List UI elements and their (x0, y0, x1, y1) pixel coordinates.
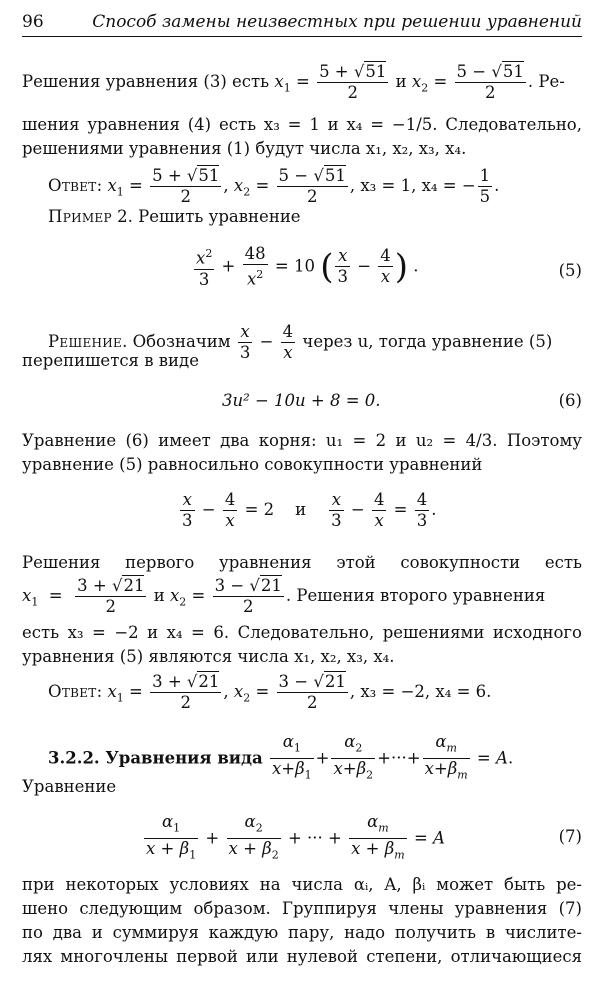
fraction: $\frac{4}{x}$ (282, 322, 294, 362)
p3-line2: уравнение (5) равносильно совокупности уравнений (22, 455, 483, 474)
fraction: $\frac{5 - √51}{2}$ (456, 62, 524, 102)
running-header (22, 10, 582, 37)
p4-line4: уравнения (5) являются числа x₁, x₂, x₃, x₄. (22, 647, 395, 666)
p5-line4: лях многочлены первой или нулевой степени, отличающиеся (22, 947, 582, 966)
solution-label: Решение (48, 332, 123, 351)
fraction: $\frac{x}{3}$ (182, 490, 193, 530)
fraction: $\frac{\alpha_m}{x+\beta_m}$ (424, 732, 468, 782)
equation-5: $\frac{x^2}{3}$ + $\frac{48}{x^2}$ = 10 ( $\frac{x}{3}$ − $\frac{4}{x}$ ) . (196, 244, 419, 289)
fraction: $\frac{5 + √51}{2}$ (319, 62, 387, 102)
fraction: $\frac{x}{3}$ (239, 322, 251, 362)
p3-line1: Уравнение (6) имеет два корня: u₁ = 2 и u₂ = 4/3. Поэтому (22, 431, 582, 450)
answer-2: Ответ: $x_1$ = $\frac{3 + √21}{2}$ , $x_2$ = $\frac{3 - √21}{2}$ , x₃ = −2, x₄ = 6. (48, 672, 492, 712)
text-run: , x₃ = −2, x₄ = 6. (349, 682, 492, 701)
fraction: $\frac{\alpha_2}{x + \beta_2}$ (228, 812, 279, 862)
p4-line2: $x_1$ = $\frac{3 + √21}{2}$ и $x_2$ = $\frac{3 - √21}{2}$ . Решения второго уравнения (22, 576, 546, 616)
fraction: $\frac{5 + √51}{2}$ (152, 166, 220, 206)
text-run: через u, тогда уравнение (5) (302, 332, 553, 351)
fraction: $\frac{4}{x}$ (224, 490, 236, 530)
p1-line1: Решения уравнения (3) есть $x_1$ = $\frac{5 + √51}{2}$ и $x_2$ = $\frac{5 - √51}{2}$ . Ре- (22, 62, 565, 102)
text-run: Решения уравнения (3) есть (22, 72, 270, 91)
text-run: 2. Решить уравнение (117, 207, 301, 226)
fraction: $\frac{4}{x}$ (380, 246, 391, 287)
text-run: . Решения второго уравнения (285, 586, 546, 605)
running-title: Способ замены неизвестных при решении уравнений (92, 12, 582, 32)
page-number: 96 (22, 12, 44, 32)
p5-line2: шено следующим образом. Группируя члены уравнения (7) (22, 899, 582, 918)
fraction: $\frac{3 - √21}{2}$ (278, 672, 346, 712)
fraction: $\frac{\alpha_1}{x + \beta_1}$ (146, 812, 197, 862)
equation-6: 3u² − 10u + 8 = 0. (222, 391, 381, 410)
fraction: $\frac{\alpha_2}{x+\beta_2}$ (333, 732, 374, 782)
equation-number-5: (5) (558, 261, 582, 280)
equation-system: $\frac{x}{3}$ − $\frac{4}{x}$ = 2 и $\frac{x}{3}$ − $\frac{4}{x}$ = $\frac{4}{3}$ . (182, 490, 437, 530)
fraction: $\frac{5 - √51}{2}$ (278, 166, 346, 206)
equation-7: $\frac{\alpha_1}{x + \beta_1}$ + $\frac{\alpha_2}{x + \beta_2}$ + ··· + $\frac{\alpha_m}{x + \beta_m}$ = A (142, 812, 445, 866)
fraction: $\frac{3 + √21}{2}$ (77, 576, 145, 616)
p4-line1: Решения первого уравнения этой совокупности есть (22, 553, 582, 572)
p5-line1: при некоторых условиях на числа αᵢ, A, βᵢ может быть ре- (22, 875, 582, 894)
answer-label: Ответ (48, 176, 97, 195)
fraction: $\frac{\alpha_1}{x+\beta_1}$ (271, 732, 312, 782)
fraction: $\frac{\alpha_m}{x + \beta_m}$ (351, 812, 405, 862)
example-label: Пример (48, 207, 112, 226)
fraction: $\frac{3 + √21}{2}$ (152, 672, 220, 712)
text-run: и (153, 586, 165, 605)
answer-1: Ответ: $x_1$ = $\frac{5 + √51}{2}$ , $x_2$ = $\frac{5 - √51}{2}$ , x₃ = 1, x₄ = − $\frac{1}{5}$ . (48, 166, 500, 206)
section-title: 3.2.2. Уравнения вида (48, 748, 263, 768)
fraction: $\frac{x}{3}$ (331, 490, 342, 530)
section-heading: 3.2.2. Уравнения вида $\frac{\alpha_1}{x+\beta_1}$ + $\frac{\alpha_2}{x+\beta_2}$ +···+ $\frac{\alpha_m}{x+\beta_m}$ = A. (48, 732, 582, 786)
fraction: $\frac{1}{5}$ (479, 166, 491, 206)
text-run: и (295, 500, 307, 519)
example-heading (48, 206, 582, 228)
fraction: $\frac{4}{x}$ (373, 490, 385, 530)
fraction: $\frac{3 - √21}{2}$ (214, 576, 282, 616)
answer-label: Ответ (48, 682, 97, 701)
equation-number-7: (7) (558, 827, 582, 846)
fraction: $\frac{x^2}{3}$ (194, 244, 214, 290)
text-run: . Ре- (527, 72, 565, 91)
text-run: и (395, 72, 407, 91)
text-run: , x₃ = 1, x₄ = − (349, 176, 476, 195)
solution-line2: перепишется в виде (22, 351, 199, 370)
text-run: . Обозначим (122, 332, 231, 351)
p1-line2: шения уравнения (4) есть x₃ = 1 и x₄ = −1/5. Следовательно, (22, 115, 582, 134)
p4-line3: есть x₃ = −2 и x₄ = 6. Следовательно, решениями исходного (22, 623, 582, 642)
fraction: $\frac{4}{3}$ (416, 490, 428, 530)
solution-line1: Решение. Обозначим $\frac{x}{3}$ − $\frac{4}{x}$ через u, тогда уравнение (5) (48, 322, 553, 362)
equation-number-6: (6) (558, 391, 582, 410)
fraction: $\frac{x}{3}$ (337, 246, 348, 287)
fraction: $\frac{48}{x^2}$ (244, 244, 266, 289)
uravnenie-label: Уравнение (22, 777, 117, 796)
p5-line3: по два и суммируя каждую пару, надо получить в числите- (22, 923, 582, 942)
p1-line3: решениями уравнения (1) будут числа x₁, x₂, x₃, x₄. (22, 139, 467, 158)
